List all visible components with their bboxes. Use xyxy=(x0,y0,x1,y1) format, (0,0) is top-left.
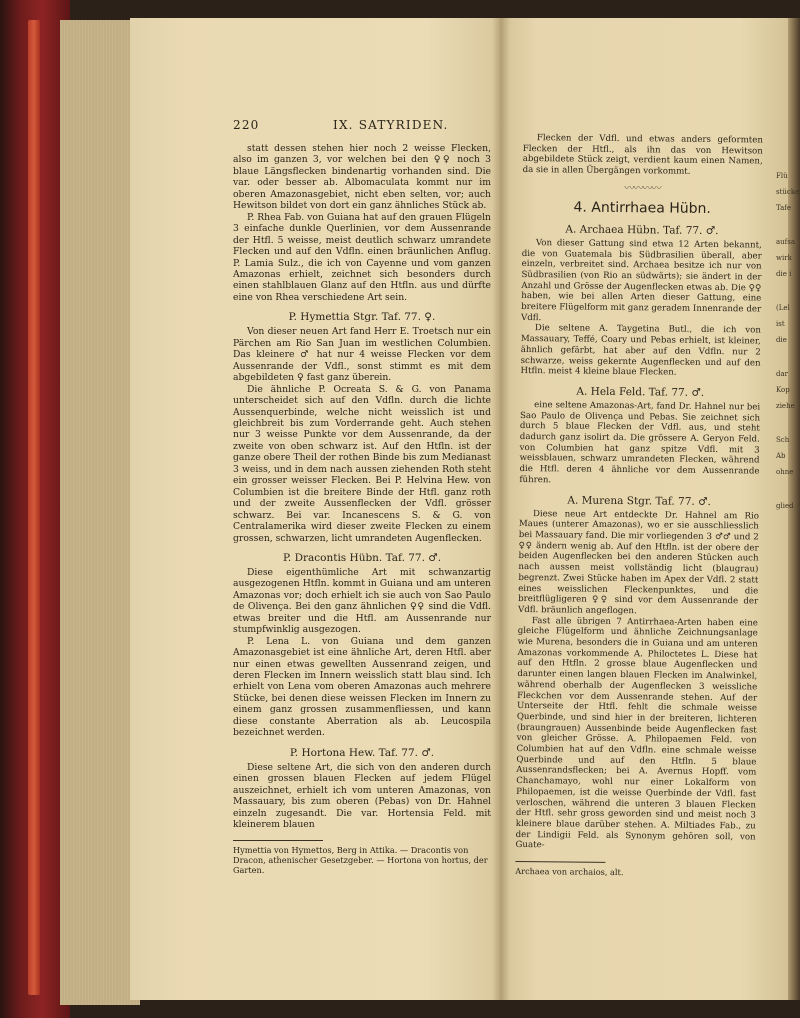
margin-fragment: Kop xyxy=(776,386,790,394)
text-paragraph: Diese neue Art entdeckte Dr. Hahnel am Rio Maues (unterer Amazonas), wo er sie ausschliesslich bei Massauary fand. Die mir vorliegenden 3 ♂♂ und 2 ♀♀ ändern wenig ab. Auf den Htfln. ist der obere der beiden Augenflecken bei den anderen Stücken auch nach aussen meist vollständig licht (blaugrau) begrenzt. Zwei Stücke haben im Apex der Vdfl. 2 statt eines weisslichen Fleckenpunktes, und die breitflügligeren ♀♀ sind vor dem Aussenrande der Vdfl. bräunlich angeflogen. xyxy=(517,508,760,617)
margin-fragment: stücke xyxy=(776,188,800,196)
margin-fragment: aufsa xyxy=(776,238,796,246)
margin-fragment: ziehe xyxy=(776,402,795,410)
genus-heading: 4. Antirrhaea Hübn. xyxy=(573,199,711,217)
margin-fragment: die i xyxy=(776,270,792,278)
margin-fragment: Sch xyxy=(776,436,790,444)
adjacent-page-fragment xyxy=(776,170,800,516)
margin-fragment: (Lel xyxy=(776,304,790,312)
running-title: IX. SATYRIDEN. xyxy=(333,118,449,132)
book-gutter xyxy=(492,18,510,1000)
text-paragraph: statt dessen stehen hier noch 2 weisse Flecken, also im ganzen 3, vor welchen bei den ♀♀ noch 3 blaue Längsflecken bindenartig vorhanden sind. Die var. oder besser ab. Albomaculata kommt nur im oberen Amazonasgebiet, nicht eben selten, vor; auch Hewitson bildet von dort ein ganz ähnliches Stück ab. xyxy=(233,143,491,212)
text-paragraph: Die ähnliche P. Ocreata S. & G. von Panama unterscheidet sich auf den Vdfln. durch die lichte Aussenquerbinde, welche nicht weisslich ist und gleichbreit bis zum Vorderrande geht. Auch stehen nur 3 weisse Punkte vor dem Aussenrande, da der zweite von oben schwarz ist. Auf den Htfln. ist der ganze obere Theil der rothen Binde bis zum Medianast 3 weiss, und in dem nach aussen ziehenden Roth steht ein grosser weisser Flecken. Bei P. Helvina Hew. von Columbien ist die breitere Binde der Htfl. ganz roth und der zweite Aussenflecken der Vdfl. grösser schwarz. Bei var. Incanescens S. & G. von Centralamerika wird dieser zweite Flecken zu einem grossen, schwarzen, licht umrandeten Augenflecken. xyxy=(233,383,491,544)
species-heading: P. Hymettia Stgr. Taf. 77. ♀. xyxy=(288,311,436,324)
text-paragraph: P. Rhea Fab. von Guiana hat auf den grauen Flügeln 3 einfache dunkle Querlinien, vor dem Aussenrande der Htfl. 5 weisse, meist deutlich schwarz umrandete Flecken und auf den Vdfln. einen bräunlichen Anflug. P. Lamia Sulz., die ich von Cayenne und vom ganzen Amazonas erhielt, zeichnet sich besonders durch einen stahlblauen Glanz auf den Htfln. aus und dürfte eine von Rhea verschiedene Art sein. xyxy=(233,211,491,303)
text-paragraph: Von dieser neuen Art fand Herr E. Troetsch nur ein Pärchen am Rio San Juan im westlichen Columbien. Das kleinere ♂ hat nur 4 weisse Flecken vor dem Aussenrande der Vdfl., sonst stimmt es mit dem abgebildeten ♀ fast ganz überein. xyxy=(233,326,491,384)
species-heading: A. Murena Stgr. Taf. 77. ♂. xyxy=(567,494,711,508)
margin-fragment: ohne xyxy=(776,468,794,476)
margin-fragment: Tafe xyxy=(776,204,792,212)
species-heading: A. Archaea Hübn. Taf. 77. ♂. xyxy=(565,223,719,237)
text-paragraph: eine seltene Amazonas-Art, fand Dr. Hahnel nur bei Sao Paulo de Olivença und Pebas. Sie zeichnet sich durch 5 blaue Flecken der Vdfl. aus, und steht dadurch ganz isolirt da. Die grössere A. Geryon Feld. von Columbien hat ganz spitze Vdfl. mit 3 weissblauen, schwarz umrandeten Flecken, während die Htfl. deren 4 ähnliche vor dem Aussenrande führen. xyxy=(519,400,761,486)
page-stack-edges xyxy=(60,20,140,1005)
footnote-rule xyxy=(233,840,323,841)
margin-fragment: wirk xyxy=(776,254,792,262)
text-paragraph: P. Lena L. von Guiana und dem ganzen Amazonasgebiet ist eine ähnliche Art, deren Htfl. aber nur einen etwas gewellten Aussenrand zeigen, und deren Flecken im Innern weisslich statt blau sind. Ich erhielt von Lena vom oberen Amazonas auch mehrere Stücke, bei denen diese weissen Flecken im Innern zu einem ganz grossen zusammenfliessen, und kann diese constante Aberration als ab. Leucospila bezeichnet werden. xyxy=(233,635,491,739)
section-ornament: 〰〰〰〰 xyxy=(624,182,661,195)
species-heading: A. Hela Feld. Taf. 77. ♂. xyxy=(576,385,705,399)
left-text-column xyxy=(233,143,491,875)
margin-fragment: Ab xyxy=(776,452,786,460)
footnote: Hymettia von Hymettos, Berg in Attika. — Dracontis von Dracon, athenischer Gesetzgeber. — Hortona von hortus, der Garten. xyxy=(233,845,488,876)
text-paragraph: Fast alle übrigen 7 Antirrhaea-Arten haben eine gleiche Flügelform und ähnliche Zeichnungsanlage wie Murena, besonders die in Guiana und am unteren Amazonas vorkommende A. Philoctetes L. Diese hat auf den Htfln. 2 grosse blaue Augenflecken und darunter einen langen blauen Flecken im Analwinkel, während oberhalb der Augenflecken 3 weissliche Fleckchen vor dem Aussenrande stehen. Auf der Unterseite der Htfl. fehlt die schmale weisse Querbinde, und sind hier in der breiteren, lichteren (braungrauen) Aussenbinde beide Augenflecken fast von gleicher Grösse. A. Philopaemen Feld. von Columbien hat auf den Vdfln. eine schmale weisse Querbinde und auf den Htfln. 5 blaue Aussenrandsflecken; bei A. Avernus Hopff. vom Chanchamayo, wohl nur einer Lokalform von Philopaemen, ist die weisse Querbinde der Vdfl. fast verloschen, während die unteren 3 blauen Flecken der Htfl. sehr gross geworden sind und meist noch 3 kleinere blaue darüber stehen. A. Miltiades Fab., zu der Lindigii Feld. als Synonym gehören soll, von Guate- xyxy=(515,615,758,851)
text-paragraph: Diese seltene Art, die sich von den anderen durch einen grossen blauen Flecken auf jedem Flügel auszeichnet, erhielt ich vom unteren Amazonas, von Massauary, bis zum oberen (Pebas) von Dr. Hahnel einzeln zugesandt. Die var. Hortensia Feld. mit kleinerem blauen xyxy=(233,761,491,831)
book-cover-edge xyxy=(28,20,40,995)
text-paragraph: Flecken der Vdfl. und etwas anders geformten Flecken der Htfl., als ihn das von Hewitson abgebildete Stück zeigt, verdient kaum einen Namen, da sie in allen Übergängen vorkommt. xyxy=(522,133,763,177)
text-paragraph: Von dieser Gattung sind etwa 12 Arten bekannt, die von Guatemala bis Südbrasilien überall, aber einzeln, verbreitet sind. Archaea besitze ich nur von Südbrasilien (von Rio an südwärts); sie ändert in der Anzahl und Grösse der Augenflecken etwas ab. Die ♀♀ haben, wie bei allen Arten dieser Gattung, eine breitere Flügelform mit ganz geradem Innenrande der Vdfl. xyxy=(521,237,762,323)
text-paragraph: Die seltene A. Taygetina Butl., die ich von Massauary, Teffé, Coary und Pebas erhielt, ist kleiner, ähnlich gefärbt, hat aber auf den Vdfln. nur 2 schwarze, weiss gekernte Augenflecken und auf den Htfln. meist 4 kleine blaue Flecken. xyxy=(520,323,761,378)
text-paragraph: Diese eigenthümliche Art mit schwanzartig ausgezogenen Htfln. kommt in Guiana und am unteren Amazonas vor; doch erhielt ich sie auch von Sao Paulo de Olivença. Bei den ganz ähnlichen ♀♀ sind die Vdfl. etwas breiter und die Htfl. am Aussenrande nur stumpfwinklig ausgezogen. xyxy=(233,566,491,636)
footnote: Archaea von archaios, alt. xyxy=(515,866,624,878)
page-number: 220 xyxy=(233,118,260,132)
margin-fragment: glied xyxy=(776,502,794,510)
margin-fragment: dar xyxy=(776,370,789,378)
margin-fragment: die xyxy=(776,336,787,344)
footnote-rule xyxy=(515,861,605,863)
species-heading: P. Hortona Hew. Taf. 77. ♂. xyxy=(289,746,435,759)
margin-fragment: Flü xyxy=(776,172,788,180)
margin-fragment: ist xyxy=(776,320,785,328)
right-text-column xyxy=(515,133,763,879)
species-heading: P. Dracontis Hübn. Taf. 77. ♂. xyxy=(282,551,442,564)
